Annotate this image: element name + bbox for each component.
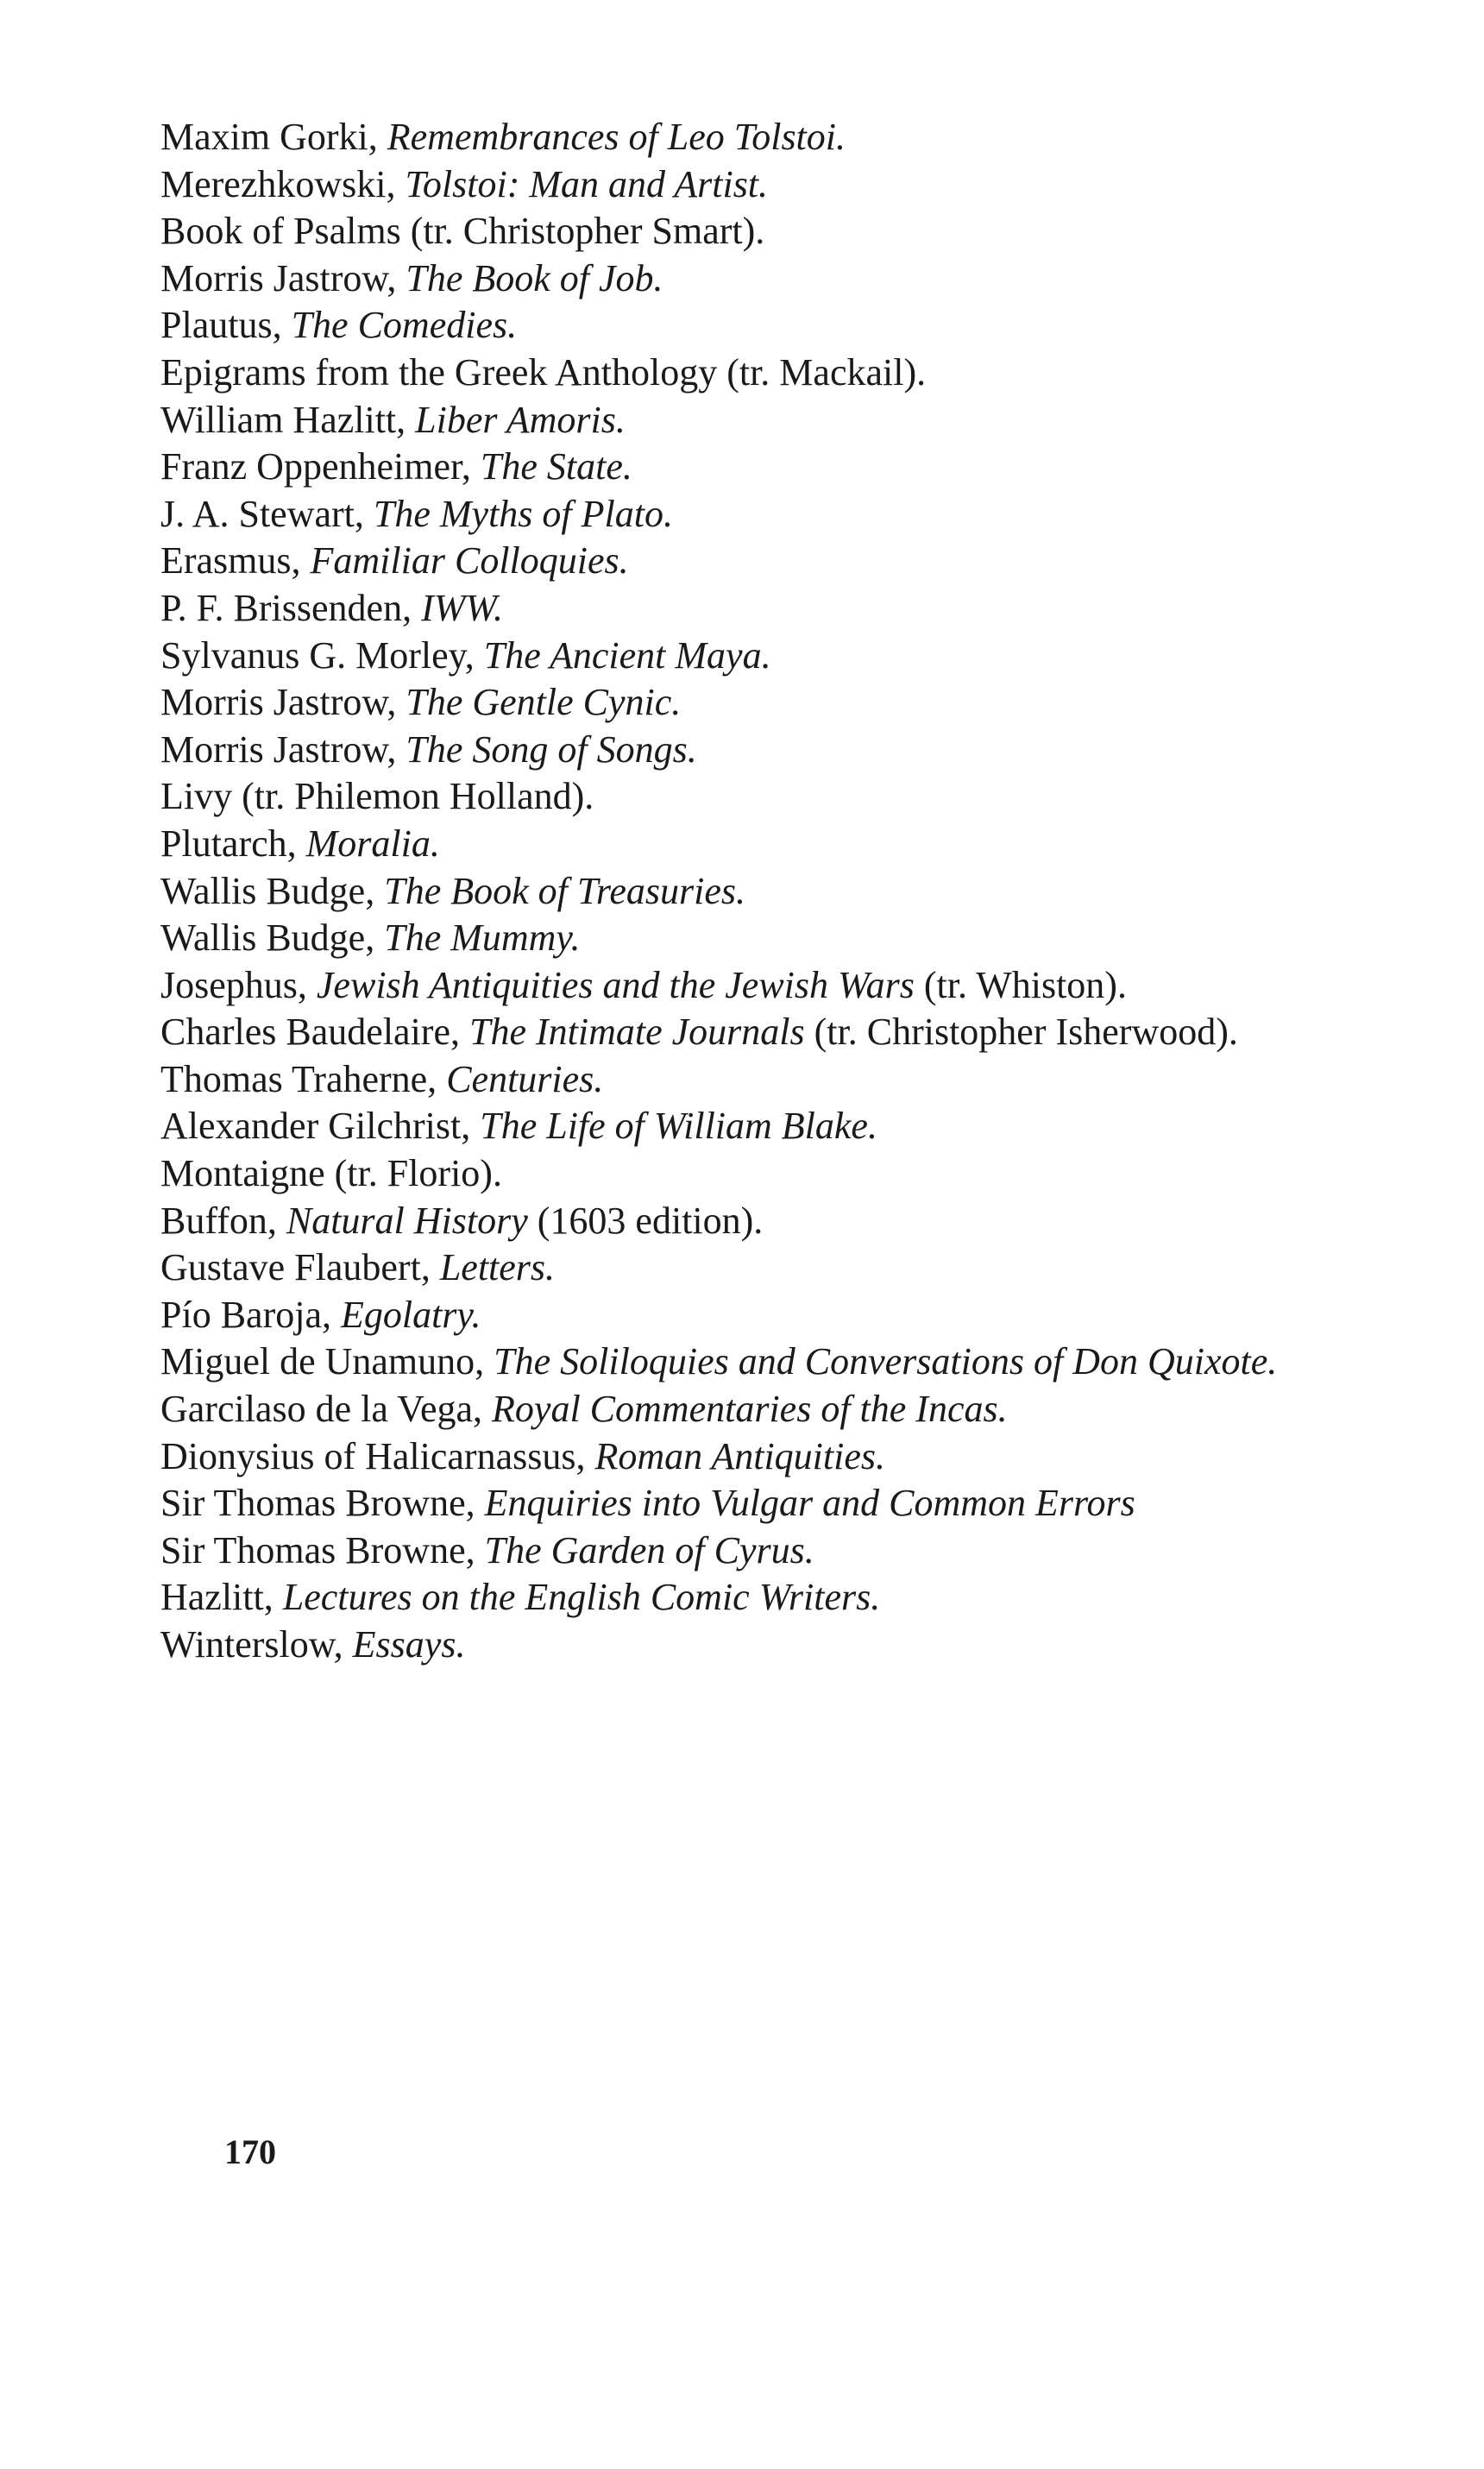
- entry-author: Josephus,: [160, 963, 317, 1006]
- entry-title: Remembrances of Leo Tolstoi.: [387, 116, 846, 158]
- entry-title: Essays.: [352, 1623, 466, 1666]
- list-item: [160, 1433, 1386, 1481]
- entry-author: Sir Thomas Browne,: [160, 1482, 485, 1525]
- entry-author: P. F. Brissenden,: [160, 586, 422, 629]
- entry-title: IWW.: [421, 586, 503, 629]
- list-item: [160, 821, 1386, 868]
- entry-author: Erasmus,: [160, 539, 311, 583]
- list-item: [160, 397, 1386, 444]
- list-item: [160, 633, 1386, 680]
- entry-author: Garcilaso de la Vega,: [160, 1388, 493, 1431]
- list-item: [160, 1527, 1386, 1575]
- list-item: [160, 679, 1386, 727]
- entry-author: Thomas Traherne,: [160, 1057, 447, 1100]
- list-item: [160, 915, 1386, 962]
- entry-title: Letters.: [439, 1246, 556, 1289]
- entry-note: (1603 edition).: [527, 1199, 764, 1242]
- list-item: [160, 1386, 1386, 1433]
- list-item: [160, 114, 1386, 161]
- entry-author: Merezhkowski,: [160, 162, 406, 205]
- entry-author: Wallis Budge,: [160, 869, 385, 912]
- entry-author: Wallis Budge,: [160, 916, 385, 960]
- bibliography-list: [160, 114, 1386, 1669]
- entry-title: The Book of Job.: [406, 256, 663, 299]
- entry-author: Gustave Flaubert,: [160, 1246, 440, 1289]
- entry-author: Dionysius of Halicarnassus,: [160, 1434, 595, 1477]
- entry-author: Maxim Gorki,: [160, 116, 387, 158]
- entry-title: The Life of William Blake.: [480, 1105, 877, 1148]
- entry-title: Royal Commentaries of the Incas.: [492, 1388, 1008, 1431]
- entry-author: William Hazlitt,: [160, 398, 416, 441]
- list-item: [160, 962, 1386, 1010]
- entry-author: J. A. Stewart,: [160, 492, 374, 535]
- entry-author: Epigrams from the Greek Anthology (tr. Mackail).: [160, 350, 927, 394]
- list-item: [160, 1198, 1386, 1245]
- entry-note: (tr. Christopher Isherwood).: [804, 1011, 1238, 1054]
- entry-author: Winterslow,: [160, 1623, 353, 1666]
- entry-title: Jewish Antiquities and the Jewish Wars: [316, 963, 915, 1006]
- list-item: [160, 538, 1386, 585]
- entry-author: Plutarch,: [160, 822, 306, 865]
- entry-title: The State.: [480, 445, 632, 488]
- list-item: [160, 350, 1386, 397]
- entry-title: The Gentle Cynic.: [406, 681, 682, 724]
- entry-author: Charles Baudelaire,: [160, 1011, 469, 1054]
- entry-author: Morris Jastrow,: [160, 727, 406, 771]
- list-item: [160, 1103, 1386, 1150]
- entry-title: The Ancient Maya.: [483, 633, 771, 677]
- list-item: [160, 208, 1386, 255]
- entry-title: Moralia.: [305, 822, 440, 865]
- list-item: [160, 161, 1386, 209]
- list-item: [160, 1622, 1386, 1669]
- list-item: [160, 255, 1386, 303]
- entry-author: Morris Jastrow,: [160, 681, 406, 724]
- list-item: [160, 773, 1386, 821]
- entry-author: Morris Jastrow,: [160, 256, 406, 299]
- list-item: [160, 585, 1386, 633]
- entry-title: Enquiries into Vulgar and Common Errors: [484, 1482, 1135, 1525]
- entry-title: Tolstoi: Man and Artist.: [405, 162, 769, 205]
- entry-note: (tr. Whiston).: [914, 963, 1127, 1006]
- entry-title: The Intimate Journals: [468, 1011, 805, 1054]
- entry-title: Roman Antiquities.: [594, 1434, 886, 1477]
- entry-title: Liber Amoris.: [415, 398, 626, 441]
- entry-author: Book of Psalms (tr. Christopher Smart).: [160, 210, 765, 253]
- entry-title: The Mummy.: [384, 916, 581, 960]
- entry-title: The Myths of Plato.: [373, 492, 673, 535]
- entry-title: Lectures on the English Comic Writers.: [282, 1576, 881, 1619]
- list-item: [160, 1338, 1386, 1386]
- entry-author: Hazlitt,: [160, 1576, 283, 1619]
- entry-title: The Garden of Cyrus.: [484, 1528, 814, 1571]
- entry-author: Miguel de Unamuno,: [160, 1340, 494, 1383]
- entry-title: The Song of Songs.: [406, 727, 697, 771]
- entry-title: The Book of Treasuries.: [384, 869, 746, 912]
- list-item: [160, 1150, 1386, 1198]
- list-item: [160, 727, 1386, 774]
- entry-title: Natural History: [286, 1199, 528, 1242]
- entry-title: The Comedies.: [291, 304, 518, 347]
- entry-author: Alexander Gilchrist,: [160, 1105, 481, 1148]
- list-item: [160, 444, 1386, 491]
- list-item: [160, 1574, 1386, 1622]
- entry-author: Sir Thomas Browne,: [160, 1528, 485, 1571]
- entry-author: Franz Oppenheimer,: [160, 445, 481, 488]
- list-item: [160, 868, 1386, 916]
- list-item: [160, 1056, 1386, 1104]
- list-item: [160, 302, 1386, 350]
- entry-author: Plautus,: [160, 304, 292, 347]
- entry-author: Pío Baroja,: [160, 1293, 341, 1336]
- page-number: 170: [224, 2132, 276, 2171]
- entry-title: The Soliloquies and Conversations of Don Quixote.: [494, 1340, 1278, 1383]
- entry-author: Livy (tr. Philemon Holland).: [160, 775, 594, 818]
- list-item: [160, 1009, 1386, 1056]
- entry-title: Familiar Colloquies.: [310, 539, 629, 583]
- entry-title: Egolatry.: [340, 1293, 481, 1336]
- entry-author: Sylvanus G. Morley,: [160, 633, 484, 677]
- entry-author: Montaigne (tr. Florio).: [160, 1152, 502, 1195]
- list-item: [160, 491, 1386, 539]
- list-item: [160, 1244, 1386, 1292]
- list-item: [160, 1292, 1386, 1339]
- entry-author: Buffon,: [160, 1199, 286, 1242]
- entry-title: Centuries.: [446, 1057, 604, 1100]
- list-item: [160, 1480, 1386, 1527]
